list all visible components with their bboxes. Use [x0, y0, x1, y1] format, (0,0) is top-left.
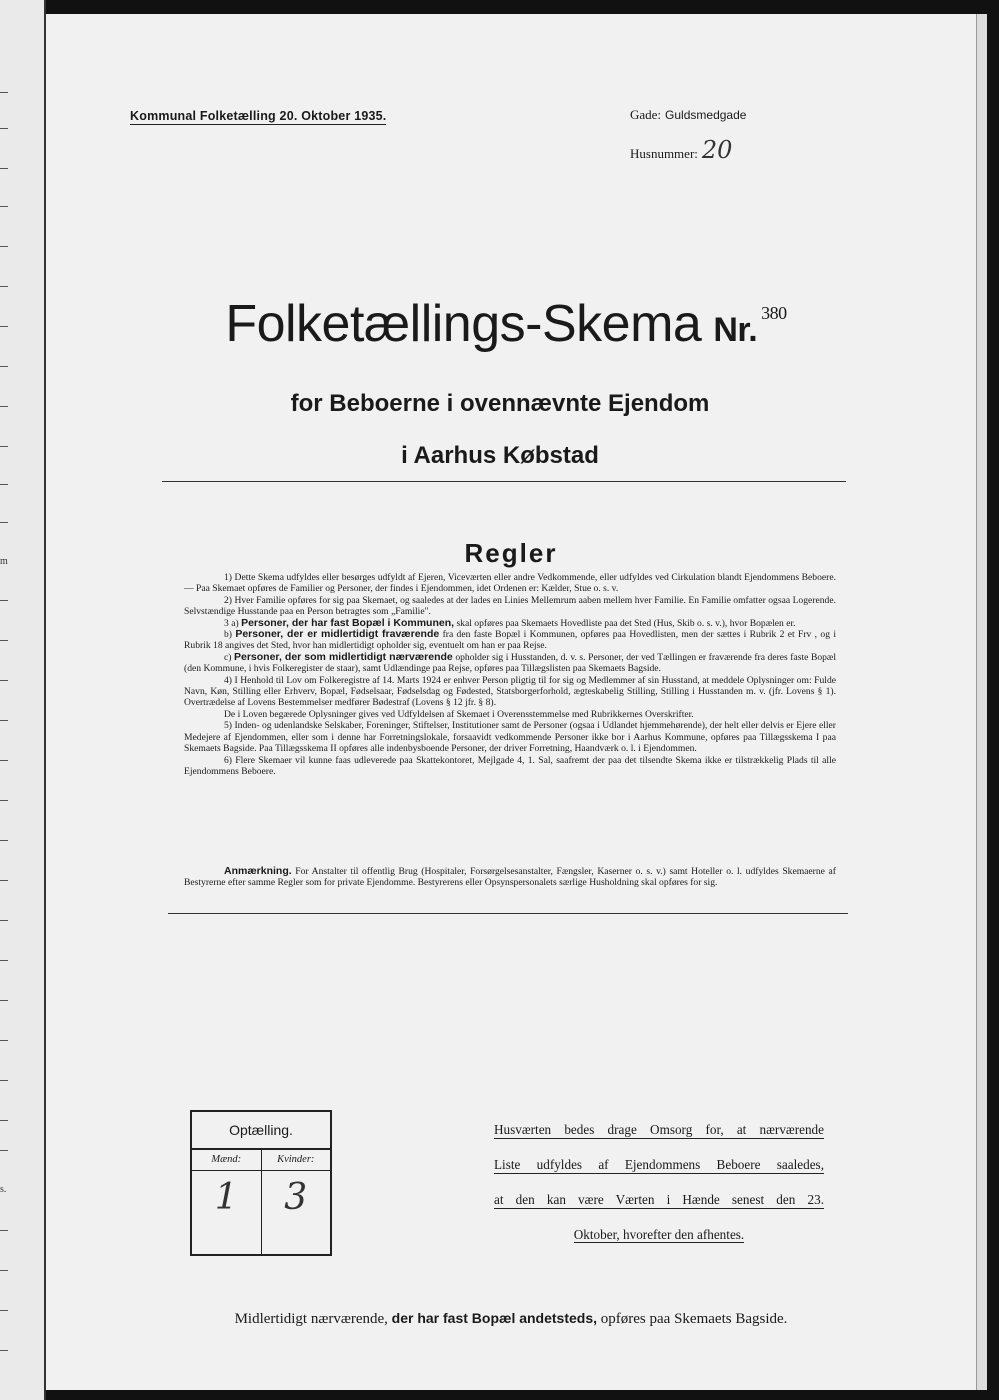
- page-edge: [976, 14, 987, 1390]
- street-value: Guldsmedgade: [665, 108, 747, 122]
- margin-tick: [0, 920, 8, 921]
- rule-3b: [184, 629, 836, 652]
- host-note-line: Liste udfyldes af Ejendommens Beboere saaledes,: [494, 1157, 824, 1172]
- margin-tick: [0, 1230, 8, 1231]
- margin-tick: [0, 600, 8, 601]
- street-field: [630, 106, 746, 124]
- form-number-label: Nr.: [713, 311, 758, 349]
- remark-label: Anmærkning.: [224, 865, 292, 877]
- margin-tick: [0, 206, 8, 207]
- margin-tick: [0, 680, 8, 681]
- rule-3b-number: b): [224, 629, 232, 641]
- remark-text: For Anstalter til offentlig Brug (Hospitaler, Forsørgelsesanstalter, Fængsler, Kaserner o. s. v.) samt Hoteller o. l. udfyldes Skemaerne af Bestyrerne efter samme Regler som for private Ejendomme. Bestyrerens eller Opsynspersonalets særlige Husholdning skal opføres for sig.: [184, 866, 836, 889]
- men-label: Mænd:: [192, 1150, 261, 1171]
- margin-tick: [0, 640, 8, 641]
- house-number-field: [630, 136, 732, 164]
- divider: [162, 481, 846, 482]
- form-title-text: Folketællings-Skema: [225, 295, 702, 353]
- margin-tick: [0, 326, 8, 327]
- margin-tick: [0, 960, 8, 961]
- margin-tick: [0, 484, 8, 485]
- margin-tick: [0, 366, 8, 367]
- house-number-label: Husnummer:: [630, 146, 698, 161]
- footer-post: opføres paa Skemaets Bagside.: [600, 1311, 788, 1327]
- house-number-value: 20: [701, 136, 733, 164]
- women-count: 3: [284, 1177, 308, 1218]
- rule-6: 6) Flere Skemaer vil kunne faas udleverede paa Skattekontoret, Mejlgade 4, 1. Sal, saafremt der paa det tilsendte Skema ikke er tilstrækkelig Plads til alle Ejendommens Beboere.: [184, 754, 836, 777]
- margin-tick: [0, 760, 8, 761]
- women-label: Kvinder:: [262, 1150, 331, 1171]
- margin-tick: [0, 880, 8, 881]
- margin-tick: [0, 168, 8, 169]
- women-column: [261, 1150, 331, 1256]
- rule-1: 1) Dette Skema udfyldes eller besørges udfyldt af Ejeren, Viceværten eller andre Vedkommende, eller udfyldes ved Cirkulation blandt Ejendommens Beboere. — Paa Skemaet opføres de Familier og Personer, der findes i Ejendommen, idet Ordenen er: Kælder, Stue o. s. v.: [184, 572, 836, 595]
- margin-tick: [0, 840, 8, 841]
- men-count: 1: [214, 1177, 238, 1218]
- rule-5: 5) Inden- og udenlandske Selskaber, Foreninger, Stiftelser, Institutioner samt de Personer (ogsaa i Udlandet hjemmehørende), der helt eller delvis er Ejere eller Medejere af Ejendommen, eller som i denne har Forretningslokale, forsaavidt vedkommende Personer ikke bor i Aarhus Kommune, opføres paa Tillægsskema I paa Skemaets Bagside. Paa Tillægsskema II opføres alle indenbysboende Personer, der driver Forretning, Haandværk o. l. i Ejendommen.: [184, 720, 836, 755]
- margin-tick: [0, 800, 8, 801]
- rule-3a-heading: Personer, der har fast Bopæl i Kommunen,: [241, 616, 455, 629]
- count-box: [190, 1110, 332, 1256]
- form-subtitle: for Beboerne i ovennævnte Ejendom: [290, 390, 710, 417]
- margin-tick: [0, 1150, 8, 1151]
- host-note-line: Oktober, hvorefter den afhentes.: [573, 1227, 745, 1242]
- footer-pre: Midlertidigt nærværende,: [234, 1311, 388, 1327]
- host-instructions: [494, 1112, 830, 1252]
- rules-body: [184, 572, 836, 777]
- rule-3c-number: c): [224, 651, 232, 663]
- margin-tick: [0, 1000, 8, 1001]
- margin-tick: [0, 1350, 8, 1351]
- margin-tick: [0, 1080, 8, 1081]
- rule-4b: De i Loven begærede Oplysninger gives ved Udfyldelsen af Skemaet i Overensstemmelse med Rubrikkernes Overskrifter.: [224, 708, 694, 720]
- margin-tick: [0, 92, 8, 93]
- census-form-page: [46, 14, 976, 1390]
- divider: [168, 913, 848, 914]
- census-title: Kommunal Folketælling 20. Oktober 1935.: [130, 109, 387, 123]
- margin-fragment: s.: [0, 1184, 7, 1195]
- margin-tick: [0, 720, 8, 721]
- margin-tick: [0, 522, 8, 523]
- remark: [184, 866, 836, 889]
- rule-4: 4) I Henhold til Lov om Folkeregistre af 14. Marts 1924 er enhver Person pligtig til for sig og Medlemmer af sin Husstand, at meddele Oplysninger om: Fulde Navn, Køn, Stilling eller Erhverv, Bopæl, Fødselsaar, Fødselsdag og Fødested, Statsborgerforhold, ægteskabelig Stilling, Stilling i Husstanden m. v. (jfr. Lovens § 1). Overtrædelse af Lovens Bestemmelser medfører Bødestraf (Lovens § 12 jfr. § 8).: [184, 674, 836, 709]
- count-box-title: Optælling.: [192, 1112, 330, 1150]
- margin-tick: [0, 128, 8, 129]
- rule-3c-heading: Personer, der som midlertidigt nærværende: [234, 650, 453, 663]
- margin-tick: [0, 1040, 8, 1041]
- host-note-line: Husværten bedes drage Omsorg for, at nærværende: [494, 1122, 824, 1137]
- host-note-line-wrap: [494, 1226, 824, 1243]
- margin-tick: [0, 246, 8, 247]
- rules-heading: Regler: [464, 538, 558, 568]
- rule-3b-heading: Personer, der er midlertidigt fraværende: [235, 628, 440, 641]
- margin-tick: [0, 286, 8, 287]
- footer-note: [46, 1310, 976, 1328]
- rule-3c-text: opholder sig i Husstanden, d. v. s. Personer, der ved Tællingen er fraværende fra deres faste Bopæl (den Kommune, i hvis Folkeregister de staar), samt Udlændinge paa Rejse, opføres paa Tillægslisten paa Skemaets Bagside.: [184, 651, 836, 675]
- form-title: [146, 294, 866, 354]
- form-number-value: 380: [761, 303, 787, 323]
- margin-tick: [0, 1270, 8, 1271]
- rule-3b-text: fra den faste Bopæl i Kommunen, opføres paa Hovedlisten, men der sættes i Rubrik 2 et Frv , og i Rubrik 18 angives det Sted, hvor han midlertidigt opholder sig, eventuelt om han er paa Rejse.: [184, 629, 836, 652]
- margin-tick: [0, 1310, 8, 1311]
- rule-2: 2) Hver Familie opføres for sig paa Skemaet, og saaledes at der lades en Linies Mellemrum aaben mellem hver Familie. En Familie omfatter ogsaa Logerende. Selvstændige Husstande paa en Person betragtes som „Familie".: [184, 594, 836, 618]
- rule-3c: [184, 652, 836, 675]
- men-column: [192, 1150, 261, 1256]
- footer-bold: der har fast Bopæl andetsteds,: [391, 1310, 598, 1326]
- form-location: i Aarhus Købstad: [401, 442, 599, 469]
- previous-page-strip: [0, 0, 46, 1400]
- margin-tick: [0, 1120, 8, 1121]
- margin-fragment: m: [0, 556, 8, 567]
- rule-3a-text: skal opføres paa Skemaets Hovedliste paa det Sted (Hus, Skib o. s. v.), hvor Bopælen er.: [456, 617, 796, 629]
- street-label: Gade:: [630, 107, 662, 122]
- rule-3a-number: 3 a): [224, 617, 239, 629]
- host-note-line: at den kan være Værten i Hænde senest den 23.: [494, 1192, 824, 1207]
